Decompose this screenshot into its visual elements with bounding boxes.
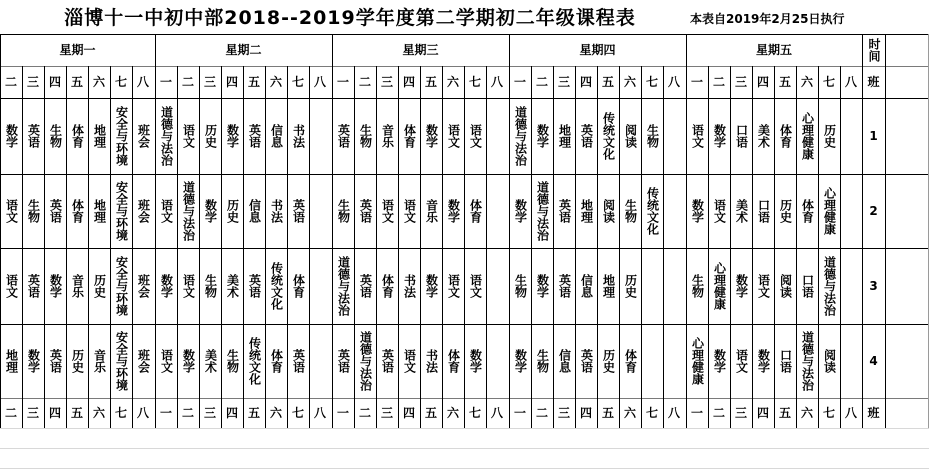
subject-cell: 地理 xyxy=(92,199,107,223)
grid-line xyxy=(132,66,133,428)
subject-cell: 英语 xyxy=(579,124,594,148)
subject-cell: 英语 xyxy=(358,199,373,223)
grid-line xyxy=(66,66,67,428)
period-footer: 一 xyxy=(336,405,349,420)
subject-cell xyxy=(663,248,685,324)
period-header: 六 xyxy=(446,74,459,89)
subject-cell: 体育 xyxy=(291,274,306,298)
day-header: 星期四 xyxy=(579,42,616,57)
subject-cell: 语文 xyxy=(446,124,461,148)
subject-cell xyxy=(840,98,862,174)
grid-line xyxy=(354,66,355,428)
subject-cell: 音乐 xyxy=(70,274,85,298)
period-footer: 一 xyxy=(159,405,172,420)
subject-cell: 生物 xyxy=(48,124,63,148)
subject-cell: 数学 xyxy=(712,124,727,148)
subject-cell: 信息 xyxy=(579,274,594,298)
subject-cell: 英语 xyxy=(579,349,594,373)
subject-cell xyxy=(309,248,331,324)
subject-cell: 道德与法治 xyxy=(513,106,528,166)
subject-cell: 历史 xyxy=(92,274,107,298)
grid-line xyxy=(177,66,178,428)
subject-cell: 地理 xyxy=(601,274,616,298)
period-footer: 六 xyxy=(269,405,282,420)
period-header: 五 xyxy=(424,74,437,89)
grid-line xyxy=(110,66,111,428)
subject-cell: 语文 xyxy=(734,349,749,373)
grid-line xyxy=(686,34,687,428)
subject-cell: 书法 xyxy=(402,274,417,298)
period-header: 四 xyxy=(402,74,415,89)
subject-cell: 英语 xyxy=(26,274,41,298)
subject-cell: 阅读 xyxy=(822,349,837,373)
grid-line xyxy=(862,34,863,428)
period-footer: 五 xyxy=(778,405,791,420)
subject-cell: 口语 xyxy=(778,349,793,373)
period-footer: 八 xyxy=(136,405,149,420)
period-header: 二 xyxy=(712,74,725,89)
period-footer: 六 xyxy=(800,405,813,420)
period-header: 三 xyxy=(557,74,570,89)
period-footer: 二 xyxy=(181,405,194,420)
period-footer: 一 xyxy=(513,405,526,420)
subject-cell: 英语 xyxy=(336,124,351,148)
subject-cell: 生物 xyxy=(358,124,373,148)
subject-cell: 语文 xyxy=(159,199,174,223)
grid-line xyxy=(531,66,532,428)
subject-cell: 心理健康 xyxy=(690,337,705,385)
subject-cell: 信息 xyxy=(247,199,262,223)
subject-cell: 数学 xyxy=(513,349,528,373)
subject-cell: 数学 xyxy=(225,124,240,148)
subject-cell: 语文 xyxy=(468,124,483,148)
subject-cell: 道德与法治 xyxy=(336,256,351,316)
subject-cell: 美术 xyxy=(756,124,771,148)
subject-cell: 生物 xyxy=(623,199,638,223)
subject-cell: 生物 xyxy=(645,124,660,148)
period-footer: 七 xyxy=(822,405,835,420)
subject-cell: 语文 xyxy=(4,199,19,223)
grid-line xyxy=(332,34,333,428)
subject-cell: 数学 xyxy=(159,274,174,298)
subject-cell xyxy=(663,98,685,174)
subject-cell: 道德与法治 xyxy=(822,256,837,316)
grid-line xyxy=(376,66,377,428)
subject-cell: 安全与环境 xyxy=(114,331,129,391)
grid-line xyxy=(663,66,664,428)
subject-cell: 英语 xyxy=(48,349,63,373)
period-footer: 六 xyxy=(623,405,636,420)
subject-cell: 数学 xyxy=(181,349,196,373)
period-footer: 二 xyxy=(358,405,371,420)
subject-cell: 英语 xyxy=(358,274,373,298)
grid-line xyxy=(509,34,510,428)
subject-cell: 英语 xyxy=(26,124,41,148)
subject-cell: 数学 xyxy=(535,124,550,148)
subject-cell: 数学 xyxy=(690,199,705,223)
subject-cell: 地理 xyxy=(557,124,572,148)
grid-line xyxy=(708,66,709,428)
period-footer: 八 xyxy=(667,405,680,420)
day-header: 星期三 xyxy=(402,42,439,57)
period-header: 八 xyxy=(667,74,680,89)
subject-cell: 道德与法治 xyxy=(535,181,550,241)
subject-cell: 音乐 xyxy=(380,124,395,148)
subject-cell: 语文 xyxy=(446,274,461,298)
class-number: 1 xyxy=(869,128,878,143)
subject-cell: 地理 xyxy=(4,349,19,373)
subject-cell: 传统文化 xyxy=(269,262,284,310)
subject-cell: 数学 xyxy=(756,349,771,373)
subject-cell xyxy=(641,324,663,398)
subject-cell: 音乐 xyxy=(92,349,107,373)
subject-cell: 地理 xyxy=(92,124,107,148)
subject-cell: 数学 xyxy=(734,274,749,298)
subject-cell xyxy=(486,98,508,174)
grid-line xyxy=(818,66,819,428)
subject-cell: 道德与法治 xyxy=(159,106,174,166)
subject-cell: 安全与环境 xyxy=(114,256,129,316)
subject-cell: 音乐 xyxy=(424,199,439,223)
subject-cell xyxy=(309,174,331,248)
grid-line xyxy=(619,66,620,428)
subject-cell: 体育 xyxy=(623,349,638,373)
grid-line xyxy=(464,66,465,428)
subject-cell: 数学 xyxy=(203,199,218,223)
grid-line xyxy=(774,66,775,428)
period-footer: 五 xyxy=(424,405,437,420)
subject-cell: 心理健康 xyxy=(712,262,727,310)
period-footer: 二 xyxy=(712,405,725,420)
subject-cell: 安全与环境 xyxy=(114,181,129,241)
subject-cell: 生物 xyxy=(690,274,705,298)
period-header: 八 xyxy=(313,74,326,89)
period-footer: 六 xyxy=(446,405,459,420)
subject-cell: 班会 xyxy=(136,124,151,148)
day-header: 星期一 xyxy=(59,42,96,57)
subject-cell: 语文 xyxy=(4,274,19,298)
subject-cell xyxy=(663,324,685,398)
grid-line xyxy=(0,34,929,35)
period-footer: 一 xyxy=(690,405,703,420)
subject-cell: 语文 xyxy=(712,199,727,223)
period-footer: 七 xyxy=(468,405,481,420)
subject-cell: 历史 xyxy=(225,199,240,223)
subject-cell: 历史 xyxy=(822,124,837,148)
subject-cell: 语文 xyxy=(402,199,417,223)
subject-cell: 美术 xyxy=(225,274,240,298)
subject-cell: 传统文化 xyxy=(247,337,262,385)
subject-cell: 阅读 xyxy=(601,199,616,223)
grid-line xyxy=(553,66,554,428)
grid-line xyxy=(44,66,45,428)
period-footer: 三 xyxy=(26,405,39,420)
subject-cell: 体育 xyxy=(380,274,395,298)
subject-cell: 英语 xyxy=(247,124,262,148)
class-label: 班 xyxy=(867,405,880,420)
subject-cell: 英语 xyxy=(48,199,63,223)
grid-line xyxy=(22,66,23,428)
period-header: 八 xyxy=(136,74,149,89)
grid-line xyxy=(641,66,642,428)
grid-line xyxy=(486,66,487,428)
subject-cell: 数学 xyxy=(48,274,63,298)
period-header: 一 xyxy=(690,74,703,89)
subject-cell: 传统文化 xyxy=(601,112,616,160)
period-header: 五 xyxy=(247,74,260,89)
subject-cell: 阅读 xyxy=(623,124,638,148)
period-header: 一 xyxy=(513,74,526,89)
subject-cell: 英语 xyxy=(291,199,306,223)
period-header: 三 xyxy=(734,74,747,89)
subject-cell: 体育 xyxy=(70,124,85,148)
day-header: 星期二 xyxy=(225,42,262,57)
subject-cell: 书法 xyxy=(291,124,306,148)
period-header: 二 xyxy=(358,74,371,89)
subject-cell xyxy=(840,174,862,248)
grid-line xyxy=(442,66,443,428)
grid-line xyxy=(265,66,266,428)
subject-cell: 信息 xyxy=(269,124,284,148)
period-header: 五 xyxy=(601,74,614,89)
period-footer: 五 xyxy=(70,405,83,420)
subject-cell xyxy=(486,248,508,324)
subject-cell: 生物 xyxy=(225,349,240,373)
subject-cell: 语文 xyxy=(181,274,196,298)
subject-cell: 道德与法治 xyxy=(358,331,373,391)
period-header: 八 xyxy=(490,74,503,89)
subject-cell: 数学 xyxy=(424,124,439,148)
subject-cell: 英语 xyxy=(557,199,572,223)
period-header: 五 xyxy=(778,74,791,89)
period-footer: 五 xyxy=(247,405,260,420)
subject-cell xyxy=(840,324,862,398)
period-footer: 八 xyxy=(844,405,857,420)
subject-cell: 历史 xyxy=(601,349,616,373)
period-header: 二 xyxy=(535,74,548,89)
subject-cell: 语文 xyxy=(468,274,483,298)
subject-cell: 英语 xyxy=(247,274,262,298)
period-footer: 七 xyxy=(114,405,127,420)
subject-cell: 数学 xyxy=(424,274,439,298)
subject-cell: 数学 xyxy=(446,199,461,223)
subject-cell: 体育 xyxy=(70,199,85,223)
period-footer: 二 xyxy=(4,405,17,420)
subject-cell: 语文 xyxy=(690,124,705,148)
subject-cell: 生物 xyxy=(336,199,351,223)
grid-line xyxy=(199,66,200,428)
grid-line xyxy=(597,66,598,428)
subject-cell: 心理健康 xyxy=(822,187,837,235)
subject-cell: 语文 xyxy=(159,349,174,373)
time-header: 时间 xyxy=(867,38,881,62)
grid-line xyxy=(752,66,753,428)
subject-cell: 书法 xyxy=(269,199,284,223)
period-header: 六 xyxy=(92,74,105,89)
subject-cell: 数学 xyxy=(26,349,41,373)
period-header: 七 xyxy=(114,74,127,89)
period-footer: 四 xyxy=(402,405,415,420)
subject-cell: 体育 xyxy=(778,124,793,148)
subject-cell: 道德与法治 xyxy=(800,331,815,391)
period-header: 六 xyxy=(269,74,282,89)
class-number: 3 xyxy=(869,278,878,293)
period-footer: 四 xyxy=(48,405,61,420)
subject-cell: 英语 xyxy=(336,349,351,373)
subject-cell: 数学 xyxy=(712,349,727,373)
period-header: 三 xyxy=(26,74,39,89)
grid-line xyxy=(88,66,89,428)
subject-cell: 口语 xyxy=(800,274,815,298)
subject-cell: 生物 xyxy=(26,199,41,223)
grid-line xyxy=(243,66,244,428)
effective-date-note: 本表自2019年2月25日执行 xyxy=(690,12,845,26)
subject-cell: 体育 xyxy=(269,349,284,373)
subject-cell: 美术 xyxy=(734,199,749,223)
subject-cell: 传统文化 xyxy=(645,187,660,235)
subject-cell: 体育 xyxy=(446,349,461,373)
subject-cell xyxy=(309,98,331,174)
grid-line xyxy=(730,66,731,428)
grid-line xyxy=(0,34,1,428)
subject-cell: 生物 xyxy=(535,349,550,373)
subject-cell: 地理 xyxy=(579,199,594,223)
period-header: 五 xyxy=(70,74,83,89)
subject-cell xyxy=(663,174,685,248)
period-header: 八 xyxy=(844,74,857,89)
grid-line xyxy=(885,34,886,428)
subject-cell: 生物 xyxy=(203,274,218,298)
grid-line xyxy=(398,66,399,428)
grid-line xyxy=(221,66,222,428)
period-header: 七 xyxy=(822,74,835,89)
subject-cell: 语文 xyxy=(181,124,196,148)
period-header: 三 xyxy=(380,74,393,89)
subject-cell: 体育 xyxy=(800,199,815,223)
subject-cell: 数学 xyxy=(513,199,528,223)
period-footer: 五 xyxy=(601,405,614,420)
period-footer: 六 xyxy=(92,405,105,420)
subject-cell: 英语 xyxy=(291,349,306,373)
grid-line xyxy=(575,66,576,428)
subject-cell: 语文 xyxy=(756,274,771,298)
period-footer: 八 xyxy=(490,405,503,420)
subject-cell: 道德与法治 xyxy=(181,181,196,241)
period-footer: 二 xyxy=(535,405,548,420)
class-label: 班 xyxy=(867,74,880,89)
subject-cell: 历史 xyxy=(70,349,85,373)
period-header: 二 xyxy=(181,74,194,89)
spreadsheet-gridlines xyxy=(0,428,929,471)
subject-cell: 语文 xyxy=(402,349,417,373)
period-footer: 四 xyxy=(579,405,592,420)
subject-cell: 信息 xyxy=(557,349,572,373)
period-footer: 三 xyxy=(380,405,393,420)
grid-line xyxy=(420,66,421,428)
subject-cell: 历史 xyxy=(623,274,638,298)
subject-cell: 阅读 xyxy=(778,274,793,298)
period-header: 四 xyxy=(756,74,769,89)
subject-cell xyxy=(486,324,508,398)
grid-line xyxy=(840,66,841,428)
class-number: 2 xyxy=(869,203,878,218)
subject-cell xyxy=(641,248,663,324)
subject-cell: 班会 xyxy=(136,199,151,223)
subject-cell: 历史 xyxy=(203,124,218,148)
period-footer: 三 xyxy=(557,405,570,420)
period-footer: 四 xyxy=(225,405,238,420)
subject-cell: 历史 xyxy=(778,199,793,223)
period-header: 六 xyxy=(800,74,813,89)
period-header: 一 xyxy=(336,74,349,89)
period-header: 七 xyxy=(291,74,304,89)
period-header: 四 xyxy=(225,74,238,89)
page-title: 淄博十一中初中部2018--2019学年度第二学期初二年级课程表 xyxy=(64,7,636,29)
schedule-table xyxy=(0,34,929,428)
period-header: 六 xyxy=(623,74,636,89)
period-footer: 七 xyxy=(645,405,658,420)
period-footer: 四 xyxy=(756,405,769,420)
period-footer: 三 xyxy=(734,405,747,420)
period-footer: 八 xyxy=(313,405,326,420)
grid-line xyxy=(796,66,797,428)
subject-cell: 数学 xyxy=(468,349,483,373)
subject-cell: 语文 xyxy=(380,199,395,223)
period-header: 二 xyxy=(4,74,17,89)
subject-cell xyxy=(309,324,331,398)
grid-line xyxy=(155,34,156,428)
grid-line xyxy=(287,66,288,428)
subject-cell: 口语 xyxy=(756,199,771,223)
subject-cell: 体育 xyxy=(402,124,417,148)
day-header: 星期五 xyxy=(755,42,792,57)
class-number: 4 xyxy=(869,353,878,368)
subject-cell: 书法 xyxy=(424,349,439,373)
subject-cell: 数学 xyxy=(4,124,19,148)
period-header: 七 xyxy=(468,74,481,89)
subject-cell: 口语 xyxy=(734,124,749,148)
subject-cell: 安全与环境 xyxy=(114,106,129,166)
subject-cell: 心理健康 xyxy=(800,112,815,160)
subject-cell: 班会 xyxy=(136,274,151,298)
period-footer: 三 xyxy=(203,405,216,420)
subject-cell: 数学 xyxy=(535,274,550,298)
period-header: 七 xyxy=(645,74,658,89)
grid-line xyxy=(309,66,310,428)
period-header: 四 xyxy=(48,74,61,89)
period-header: 一 xyxy=(159,74,172,89)
subject-cell: 班会 xyxy=(136,349,151,373)
subject-cell xyxy=(486,174,508,248)
period-footer: 七 xyxy=(291,405,304,420)
subject-cell: 英语 xyxy=(557,274,572,298)
period-header: 四 xyxy=(579,74,592,89)
subject-cell: 体育 xyxy=(468,199,483,223)
period-header: 三 xyxy=(203,74,216,89)
subject-cell: 生物 xyxy=(513,274,528,298)
subject-cell: 美术 xyxy=(203,349,218,373)
subject-cell: 英语 xyxy=(380,349,395,373)
subject-cell xyxy=(840,248,862,324)
